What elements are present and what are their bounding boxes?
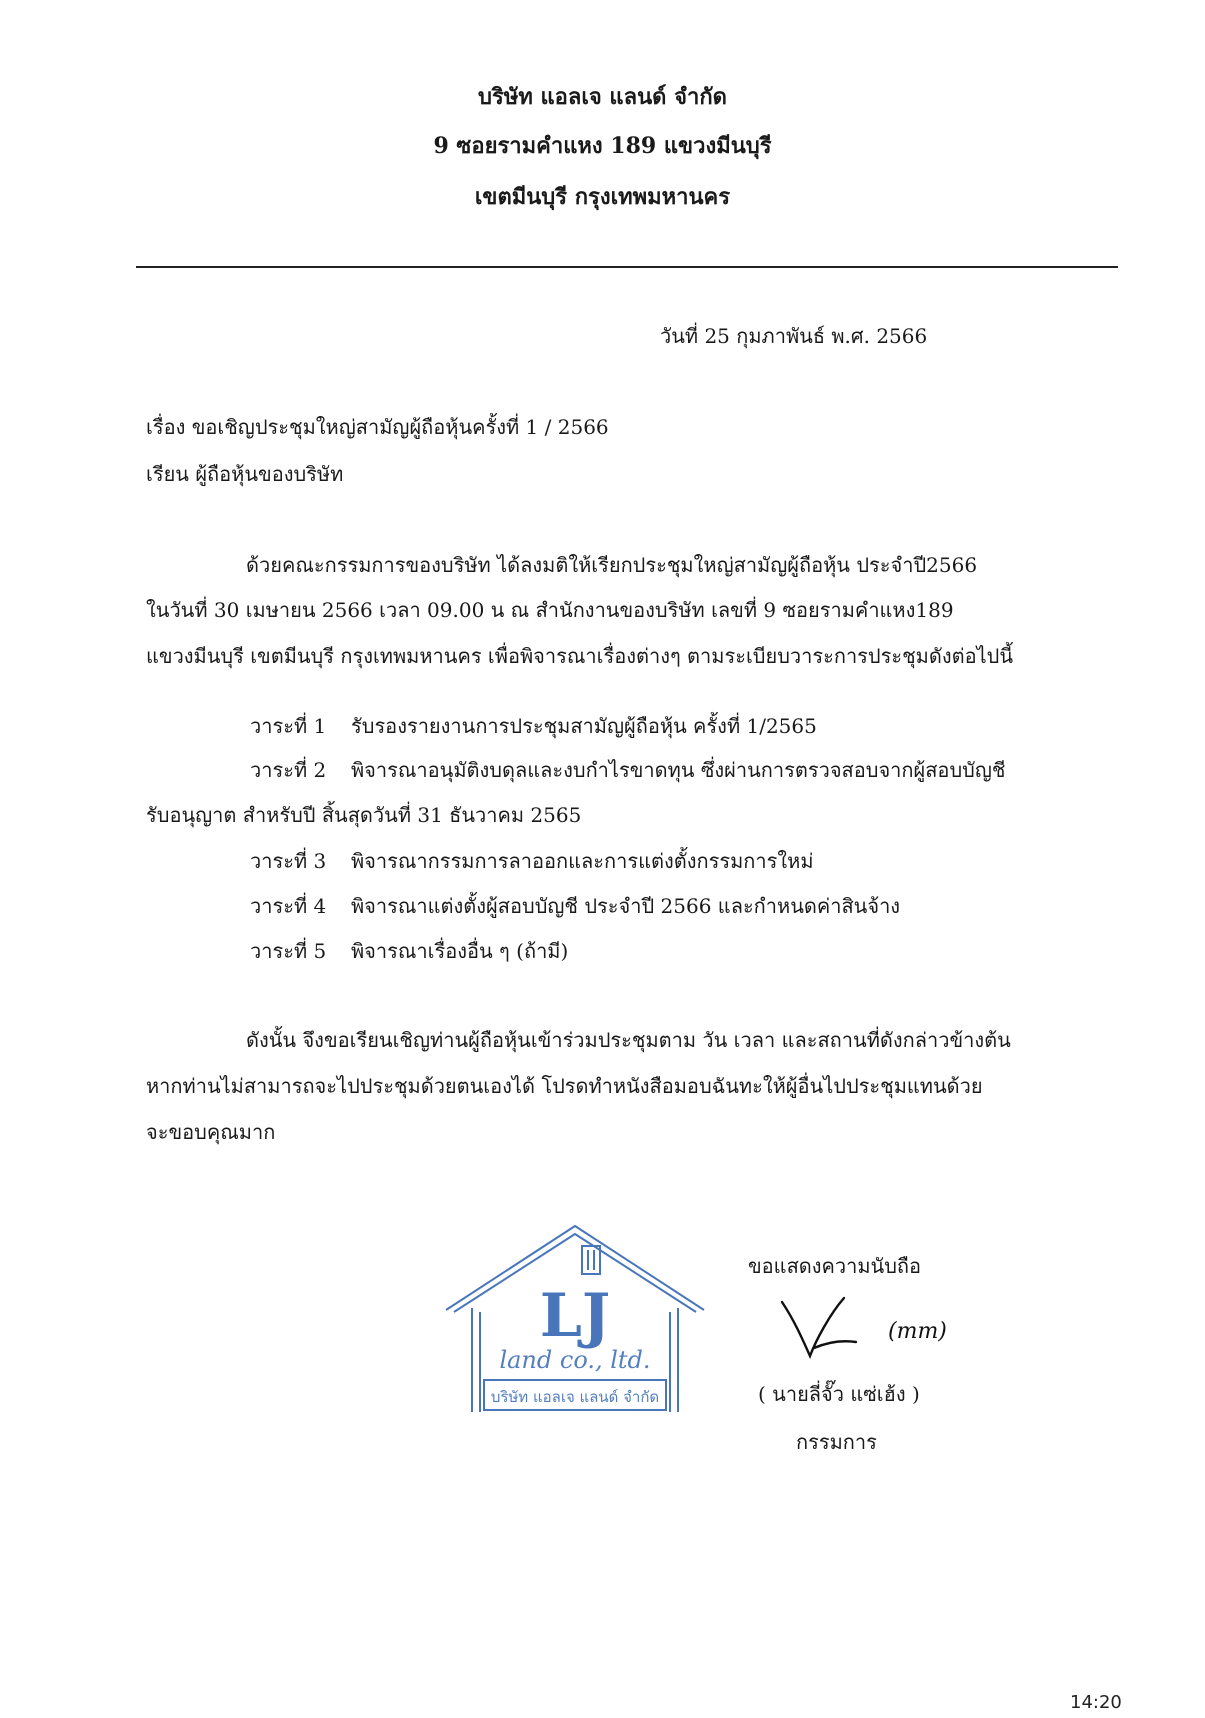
closing-line-1: ดังนั้น จึงขอเรียนเชิญท่านผู้ถือหุ้นเข้าร่วมประชุมตาม วัน เวลา และสถานที่ดังกล่าวข้างต้น	[246, 1028, 1011, 1052]
regards-text: ขอแสดงความนับถือ	[748, 1254, 922, 1278]
agenda-label-5: วาระที่ 5	[250, 939, 327, 963]
page-number: 14:20	[1070, 1692, 1122, 1713]
letter-recipient: เรียน ผู้ถือหุ้นของบริษัท	[146, 462, 344, 486]
letter-subject: เรื่อง ขอเชิญประชุมใหญ่สามัญผู้ถือหุ้นครั้งที่ 1 / 2566	[146, 415, 609, 439]
agenda-text-5: พิจารณาเรื่องอื่น ๆ (ถ้ามี)	[351, 939, 569, 963]
signer-name: ( นายลี่จั๊ว แซ่เฮ้ง )	[758, 1382, 920, 1406]
signature	[780, 1290, 970, 1365]
agenda-text-3: พิจารณากรรมการลาออกและการแต่งตั้งกรรมการใหม่	[351, 849, 814, 873]
svg-text:บริษัท แอลเจ แลนด์ จำกัด: บริษัท แอลเจ แลนด์ จำกัด	[490, 1388, 660, 1406]
svg-text:LJ: LJ	[539, 1281, 611, 1351]
svg-text:land co., ltd.: land co., ltd.	[499, 1346, 651, 1374]
agenda-label-3: วาระที่ 3	[250, 849, 327, 873]
closing-line-2: หากท่านไม่สามารถจะไปประชุมด้วยตนเองได้ โปรดทำหนังสือมอบฉันทะให้ผู้อื่นไปประชุมแทนด้วย	[146, 1074, 983, 1098]
svg-text:(mm): (mm)	[888, 1319, 947, 1344]
company-stamp	[440, 1216, 710, 1416]
header-divider	[136, 266, 1118, 268]
letter-date: วันที่ 25 กุมภาพันธ์ พ.ศ. 2566	[660, 324, 928, 348]
agenda-text-4: พิจารณาแต่งตั้งผู้สอบบัญชี ประจำปี 2566 และกำหนดค่าสินจ้าง	[351, 894, 901, 918]
agenda-text-2-continuation: รับอนุญาต สำหรับปี สิ้นสุดวันที่ 31 ธันวาคม 2565	[146, 803, 582, 827]
intro-line-2: ในวันที่ 30 เมษายน 2566 เวลา 09.00 น ณ สำนักงานของบริษัท เลขที่ 9 ซอยรามคำแหง189	[146, 598, 954, 622]
agenda-text-1: รับรองรายงานการประชุมสามัญผู้ถือหุ้น ครั้งที่ 1/2565	[351, 714, 817, 738]
company-address-line2: เขตมีนบุรี กรุงเทพมหานคร	[474, 184, 731, 210]
agenda-label-2: วาระที่ 2	[250, 758, 327, 782]
agenda-label-1: วาระที่ 1	[250, 714, 327, 738]
intro-line-3: แขวงมีนบุรี เขตมีนบุรี กรุงเทพมหานคร เพื่อพิจารณาเรื่องต่างๆ ตามระเบียบวาระการประชุมดังต่อไปนี้	[146, 644, 1014, 668]
company-name: บริษัท แอลเจ แลนด์ จำกัด	[478, 84, 727, 110]
company-address-line1: 9 ซอยรามคำแหง 189 แขวงมีนบุรี	[433, 133, 772, 159]
closing-line-3: จะขอบคุณมาก	[146, 1120, 276, 1144]
agenda-text-2: พิจารณาอนุมัติงบดุลและงบกำไรขาดทุน ซึ่งผ่านการตรวจสอบจากผู้สอบบัญชี	[351, 758, 1006, 782]
agenda-label-4: วาระที่ 4	[250, 894, 327, 918]
signer-title: กรรมการ	[796, 1430, 877, 1454]
intro-line-1: ด้วยคณะกรรมการของบริษัท ได้ลงมติให้เรียกประชุมใหญ่สามัญผู้ถือหุ้น ประจำปี2566	[246, 553, 978, 577]
